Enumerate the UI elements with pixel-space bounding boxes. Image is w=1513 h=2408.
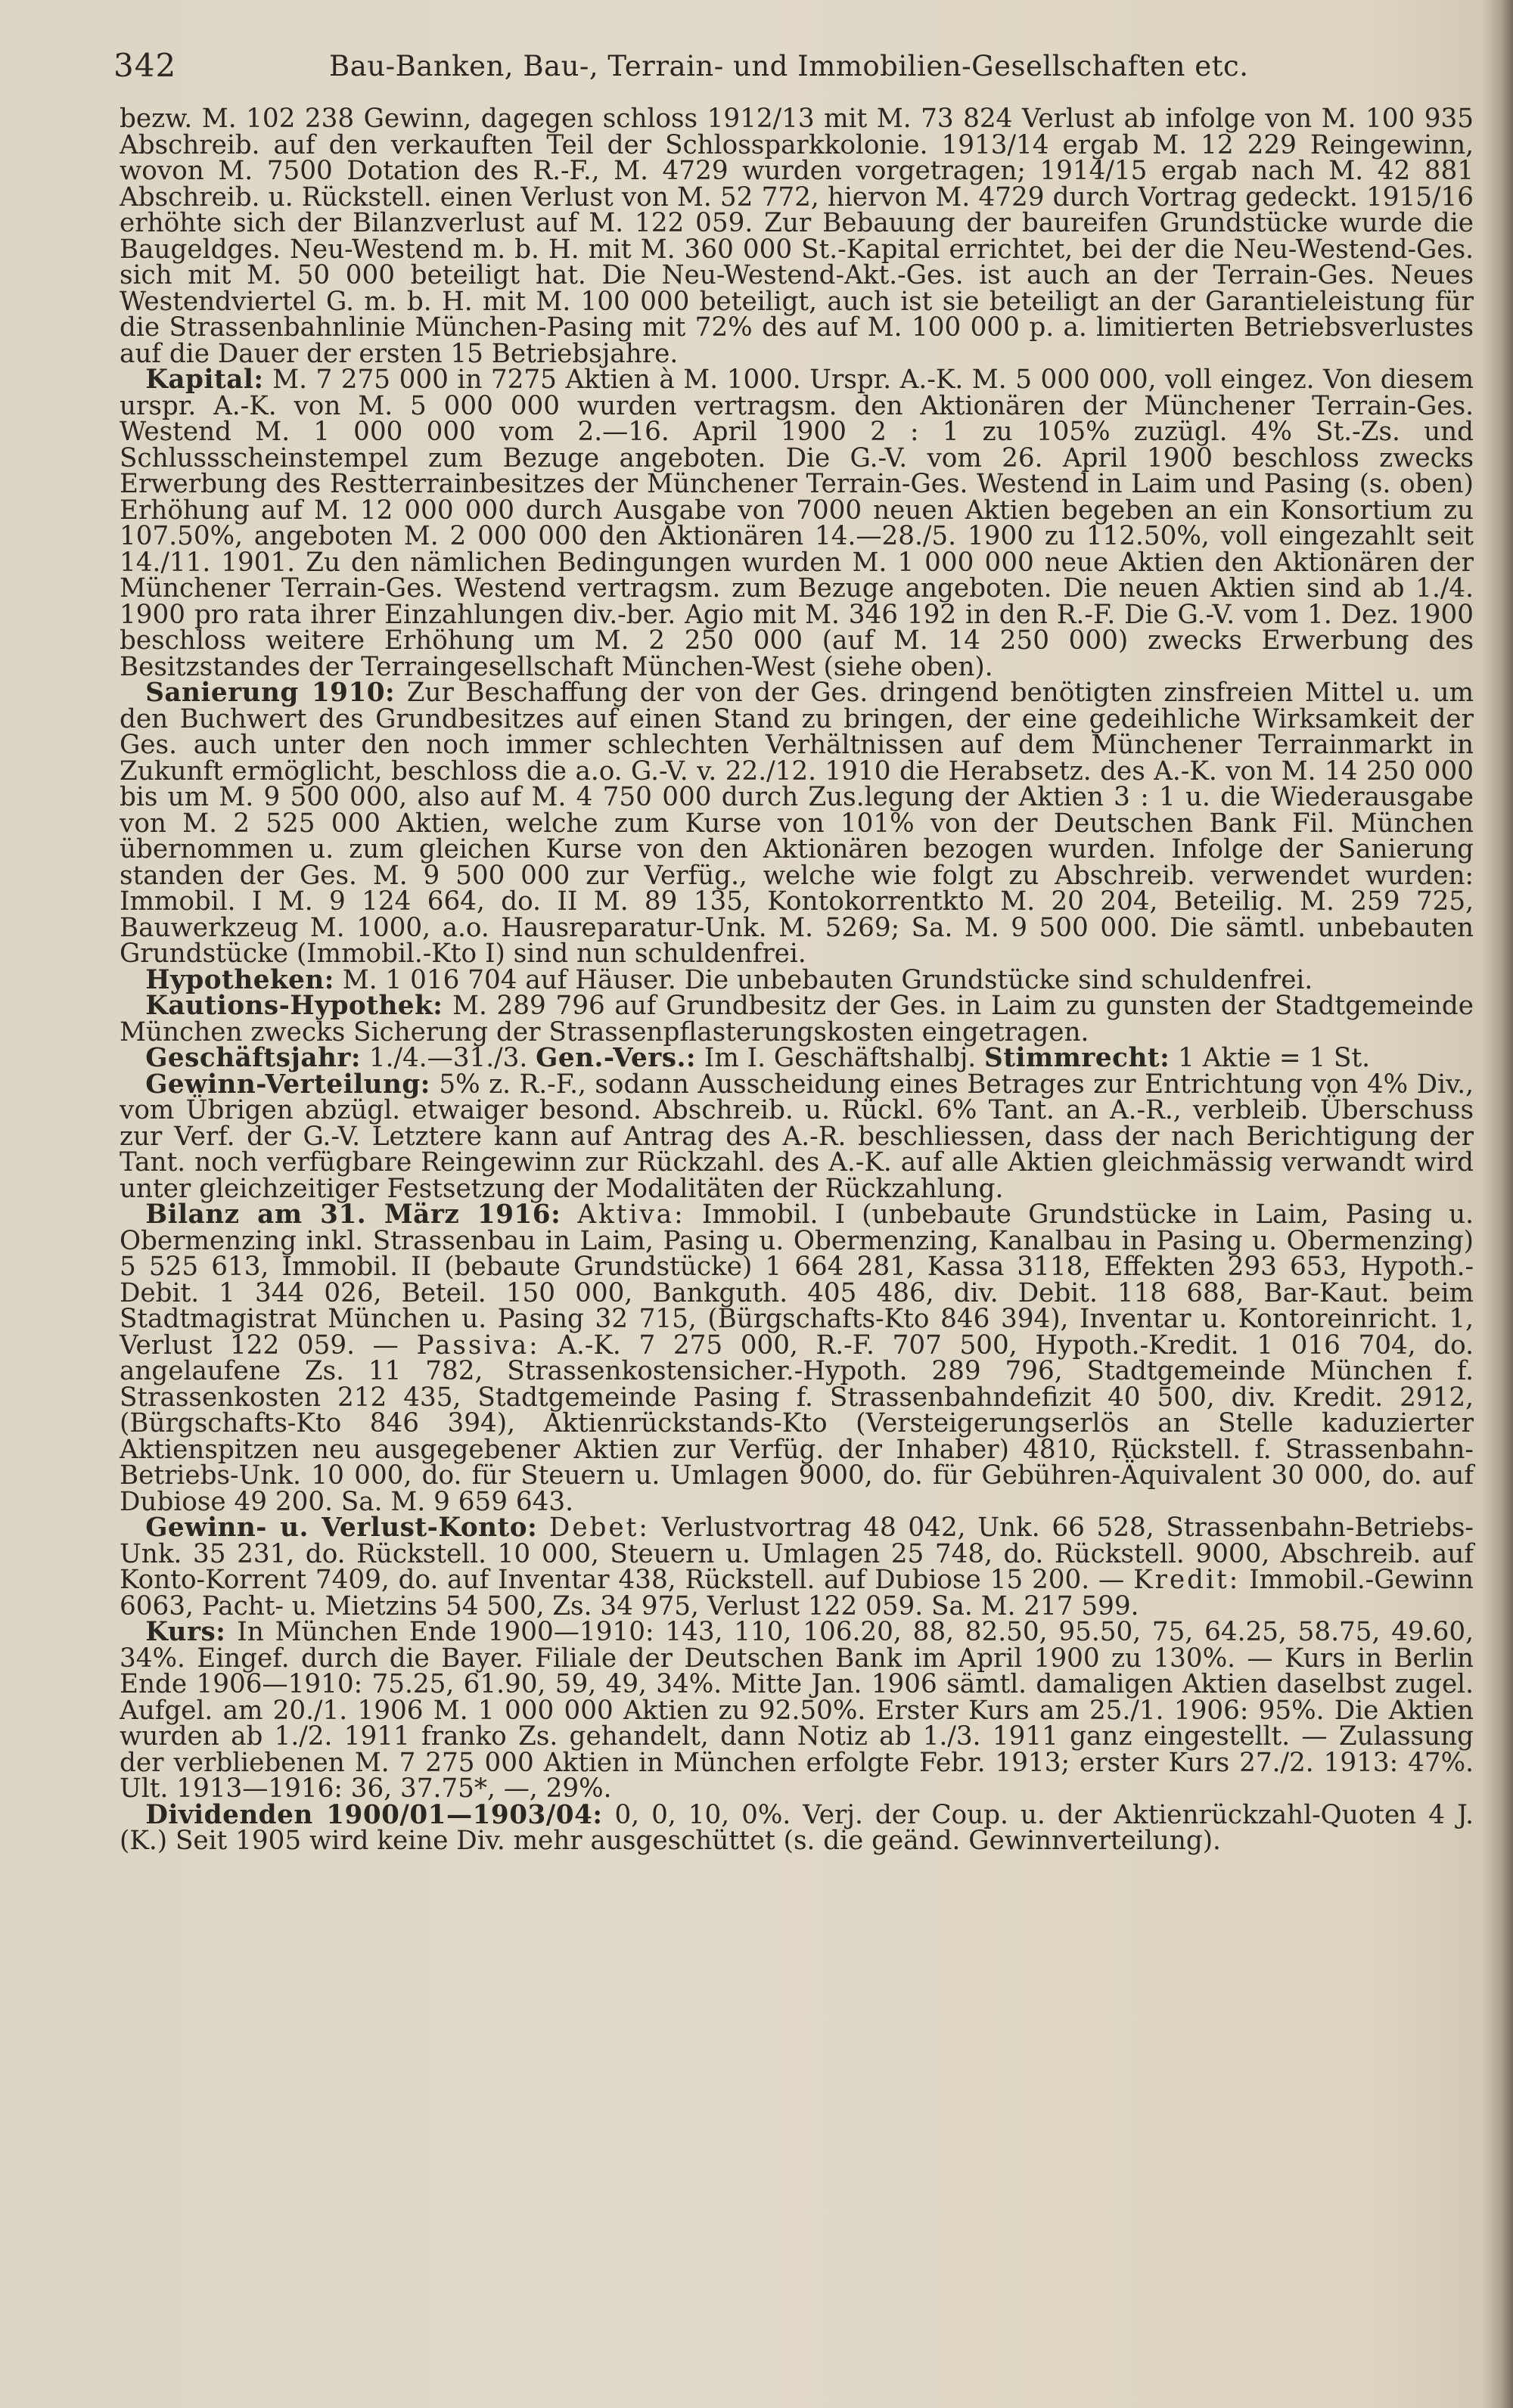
bilanz-section [120, 1199, 1474, 1517]
page-edge-shadow [1483, 0, 1513, 2408]
gewinn-verteilung-section [120, 1069, 1474, 1204]
kapital-text: M. 7 275 000 in 7275 Aktien à M. 1000. Urspr. A.-K. M. 5 000 000, voll eingez. Von diesem urspr. A.-K. von M. 5 000 000 wurden vertragsm. den Aktionären der Münchener Terrain-Ges. Westend M. 1 000 000 vom 2.—16. April 1900 2 : 1 zu 105% zuzügl. 4% St.-Zs. und Schlussscheinstempel zum Bezuge angeboten. Die G.-V. vom 26. April 1900 beschloss zwecks Erwerbung des Restterrainbesitzes der Münchener Terrain-Ges. Westend in Laim und Pasing (s. oben) Erhöhung auf M. 12 000 000 durch Ausgabe von 7000 neuen Aktien begeben an ein Konsortium zu 107.50%, angeboten M. 2 000 000 den Aktionären 14.—28./5. 1900 zu 112.50%, voll eingezahlt seit 14./11. 1901. Zu den nämlichen Bedingungen wurden M. 1 000 000 neue Aktien den Aktionären der Münchener Terrain-Ges. Westend vertragsm. zum Bezuge angeboten. Die neuen Aktien sind ab 1./4. 1900 pro rata ihrer Einzahlungen div.-ber. Agio mit M. 346 192 in den R.-F. Die G.-V. vom 1. Dez. 1900 beschloss weitere Erhöhung um M. 2 250 000 (auf M. 14 250 000) zwecks Erwerbung des Besitzstandes der Terraingesellschaft München-West (siehe oben). [120, 365, 1474, 682]
kapital-label: Kapital: [145, 365, 264, 395]
geschaeftsjahr-section [120, 1045, 1474, 1072]
hypotheken-text: M. 1 016 704 auf Häuser. Die unbebauten Grundstücke sind schuldenfrei. [342, 964, 1313, 995]
kautions-text: M. 289 796 auf Grundbesitz der Ges. in Laim zu gunsten der Stadtgemeinde München zwecks Sicherung der Strassenpflasterungskosten eingetragen. [120, 991, 1474, 1047]
dividenden-label: Dividenden 1900/01—1903/04: [145, 1799, 603, 1830]
intro-text: bezw. M. 102 238 Gewinn, dagegen schloss 1912/13 mit M. 73 824 Verlust ab infolge von M. 100 935 Abschreib. auf den verkauften Teil der Schlossparkkolonie. 1913/14 ergab M. 12 229 Reingewinn, wovon M. 7500 Dotation des R.-F., M. 4729 wurden vorgetragen; 1914/15 ergab nach M. 42 881 Abschreib. u. Rückstell. einen Verlust von M. 52 772, hiervon M. 4729 durch Vortrag gedeckt. 1915/16 erhöhte sich der Bilanzverlust auf M. 122 059. Zur Bebauung der baureifen Grundstücke wurde die Baugeldges. Neu-Westend m. b. H. mit M. 360 000 St.-Kapital errichtet, bei der die Neu-Westend-Ges. sich mit M. 50 000 beteiligt hat. Die Neu-Westend-Akt.-Ges. ist auch an der Terrain-Ges. Neues Westendviertel G. m. b. H. mit M. 100 000 beteiligt, auch ist sie beteiligt an der Garantieleistung für die Strassenbahnlinie München-Pasing mit 72% des auf M. 100 000 p. a. limitierten Betriebsverlustes auf die Dauer der ersten 15 Betriebsjahre. [120, 104, 1474, 369]
gewinn-konto-section [120, 1515, 1474, 1619]
page-header [113, 47, 1468, 85]
kurs-text: In München Ende 1900—1910: 143, 110, 106.20, 88, 82.50, 95.50, 75, 64.25, 58.75, 49.60, 34%. Eingef. durch die Bayer. Filiale der Deutschen Bank im April 1900 zu 130%. — Kurs in Berlin Ende 1906—1910: 75.25, 61.90, 59, 49, 34%. Mitte Jan. 1906 sämtl. damaligen Aktien daselbst zugel. Aufgel. am 20./1. 1906 M. 1 000 000 Aktien zu 92.50%. Erster Kurs am 25./1. 1906: 95%. Die Aktien wurden ab 1./2. 1911 franko Zs. gehandelt, dann Notiz ab 1./3. 1911 ganz eingestellt. — Zulassung der verbliebenen M. 7 275 000 Aktien in München erfolgte Febr. 1913; erster Kurs 27./2. 1913: 47%. Ult. 1913—1916: 36, 37.75*, —, 29%. [120, 1617, 1474, 1804]
aktiva-label: Aktiva: [577, 1199, 685, 1230]
sanierung-text: Zur Beschaffung der von der Ges. dringend benötigten zinsfreien Mittel u. um den Buchwert des Grundbesitzes auf einen Stand zu bringen, der eine gedeihliche Wirksamkeit der Ges. auch unter den noch immer schlechten Verhältnissen auf dem Münchener Terrainmarkt in Zukunft ermöglicht, beschloss die a.o. G.-V. v. 22./12. 1910 die Herabsetz. des A.-K. von M. 14 250 000 bis um M. 9 500 000, also auf M. 4 750 000 durch Zus.legung der Aktien 3 : 1 u. die Wiederausgabe von M. 2 525 000 Aktien, welche zum Kurse von 101% von der Deutschen Bank Fil. München übernommen u. zum gleichen Kurse von den Aktionären bezogen wurden. Infolge der Sanierung standen der Ges. M. 9 500 000 zur Verfüg., welche wie folgt zu Abschreib. verwendet wurden: Immobil. I M. 9 124 664, do. II M. 89 135, Kontokorrentkto M. 20 204, Beteilig. M. 259 725, Bauwerkzeug M. 1000, a.o. Hausreparatur-Unk. M. 5269; Sa. M. 9 500 000. Die sämtl. unbebauten Grundstücke (Immobil.-Kto I) sind nun schuldenfrei. [120, 678, 1474, 969]
gewinn-verteilung-text: 5% z. R.-F., sodann Ausscheidung eines Betrages zur Entrichtung von 4% Div., vom Übrigen abzügl. etwaiger besond. Abschreib. u. Rückl. 6% Tant. an A.-R., verbleib. Überschuss zur Verf. der G.-V. Letztere kann auf Antrag des A.-R. beschliessen, dass der nach Berichtigung der Tant. noch verfügbare Reingewinn zur Rückzahl. des A.-K. auf alle Aktien gleichmässig verwandt wird unter gleichzeitiger Festsetzung der Modalitäten der Rückzahlung. [120, 1069, 1474, 1204]
gewinn-verteilung-label: Gewinn-Verteilung: [145, 1069, 430, 1100]
hypotheken-section [120, 964, 1474, 995]
aktiva-text: Immobil. I (unbebaute Grundstücke in Laim, Pasing u. Obermenzing inkl. Strassenbau in Laim, Pasing u. Obermenzing, Kanalbau in Pasing u. Obermenzing) 5 525 613, Immobil. II (bebaute Grundstücke) 1 664 281, Kassa 3118, Effekten 293 653, Hypoth.-Debit. 1 344 026, Beteil. 150 000, Bankguth. 405 486, div. Debit. 118 688, Bar-Kaut. beim Stadtmagistrat München u. Pasing 32 715, (Bürgschafts-Kto 846 394), Inventar u. Kontoreinricht. 1, Verlust 122 059. — [120, 1199, 1474, 1361]
dividenden-text: 0, 0, 10, 0%. Verj. der Coup. u. der Aktienrückzahl-Quoten 4 J. (K.) Seit 1905 wird keine Div. mehr ausgeschüttet (s. die geänd. Gewinnverteilung). [120, 1799, 1474, 1856]
kapital-section [120, 367, 1474, 680]
dividenden-section [120, 1799, 1474, 1856]
passiva-text: A.-K. 7 275 000, R.-F. 707 500, Hypoth.-Kredit. 1 016 704, do. angelaufene Zs. 11 782, Strassenkostensicher.-Hypoth. 289 796, Stadtgemeinde München f. Strassenkosten 212 435, Stadtgemeinde Pasing f. Strassenbahndefizit 40 500, div. Kredit. 2912, (Bürgschafts-Kto 846 394), Aktienrückstands-Kto (Versteigerungserlös an Stelle kaduzierter Aktienspitzen neu ausgegebener Aktien zur Verfüg. der Inhaber) 4810, Rückstell. f. Strassenbahn-Betriebs-Unk. 10 000, do. für Steuern u. Umlagen 9000, do. für Gebühren-Äquivalent 30 000, do. auf Dubiose 49 200. Sa. M. 9 659 643. [120, 1330, 1474, 1517]
body-text [120, 106, 1474, 1854]
kautions-section [120, 993, 1474, 1045]
running-title: Bau-Banken, Bau-, Terrain- und Immobilien-Gesellschaften etc. [329, 50, 1249, 82]
debet-label: Debet: [548, 1513, 650, 1543]
geschaeftsjahr-text: 1./4.—31./3. [368, 1043, 528, 1073]
stimmrecht-label: Stimmrecht: [984, 1043, 1170, 1073]
stimmrecht-text: 1 Aktie = 1 St. [1178, 1043, 1371, 1073]
gewinn-konto-label: Gewinn- u. Verlust-Konto: [145, 1513, 538, 1543]
geschaeftsjahr-label: Geschäftsjahr: [145, 1043, 361, 1073]
kredit-text: Immobil.-Gewinn 6063, Pacht- u. Mietzins 54 500, Zs. 34 975, Verlust 122 059. Sa. M. 217 599. [120, 1565, 1474, 1621]
passiva-label: Passiva: [416, 1330, 540, 1361]
kautions-label: Kautions-Hypothek: [145, 991, 443, 1021]
gen-vers-label: Gen.-Vers.: [536, 1043, 696, 1073]
sanierung-label: Sanierung 1910: [145, 678, 396, 708]
page-number: 342 [113, 47, 177, 84]
sanierung-section [120, 680, 1474, 967]
gen-vers-text: Im I. Geschäftshalbj. [704, 1043, 977, 1073]
kurs-section [120, 1619, 1474, 1802]
kurs-label: Kurs: [145, 1617, 226, 1647]
debet-text: Verlustvortrag 48 042, Unk. 66 528, Strassenbahn-Betriebs-Unk. 35 231, do. Rückstell. 10 000, Steuern u. Umlagen 25 748, do. Rückstell. 9000, Abschreib. auf Konto-Korrent 7409, do. auf Inventar 438, Rückstell. auf Dubiose 15 200. — [120, 1513, 1474, 1595]
bilanz-label: Bilanz am 31. März 1916: [145, 1199, 561, 1230]
hypotheken-label: Hypotheken: [145, 964, 334, 995]
intro-paragraph [120, 106, 1474, 367]
kredit-label: Kredit: [1133, 1565, 1241, 1595]
